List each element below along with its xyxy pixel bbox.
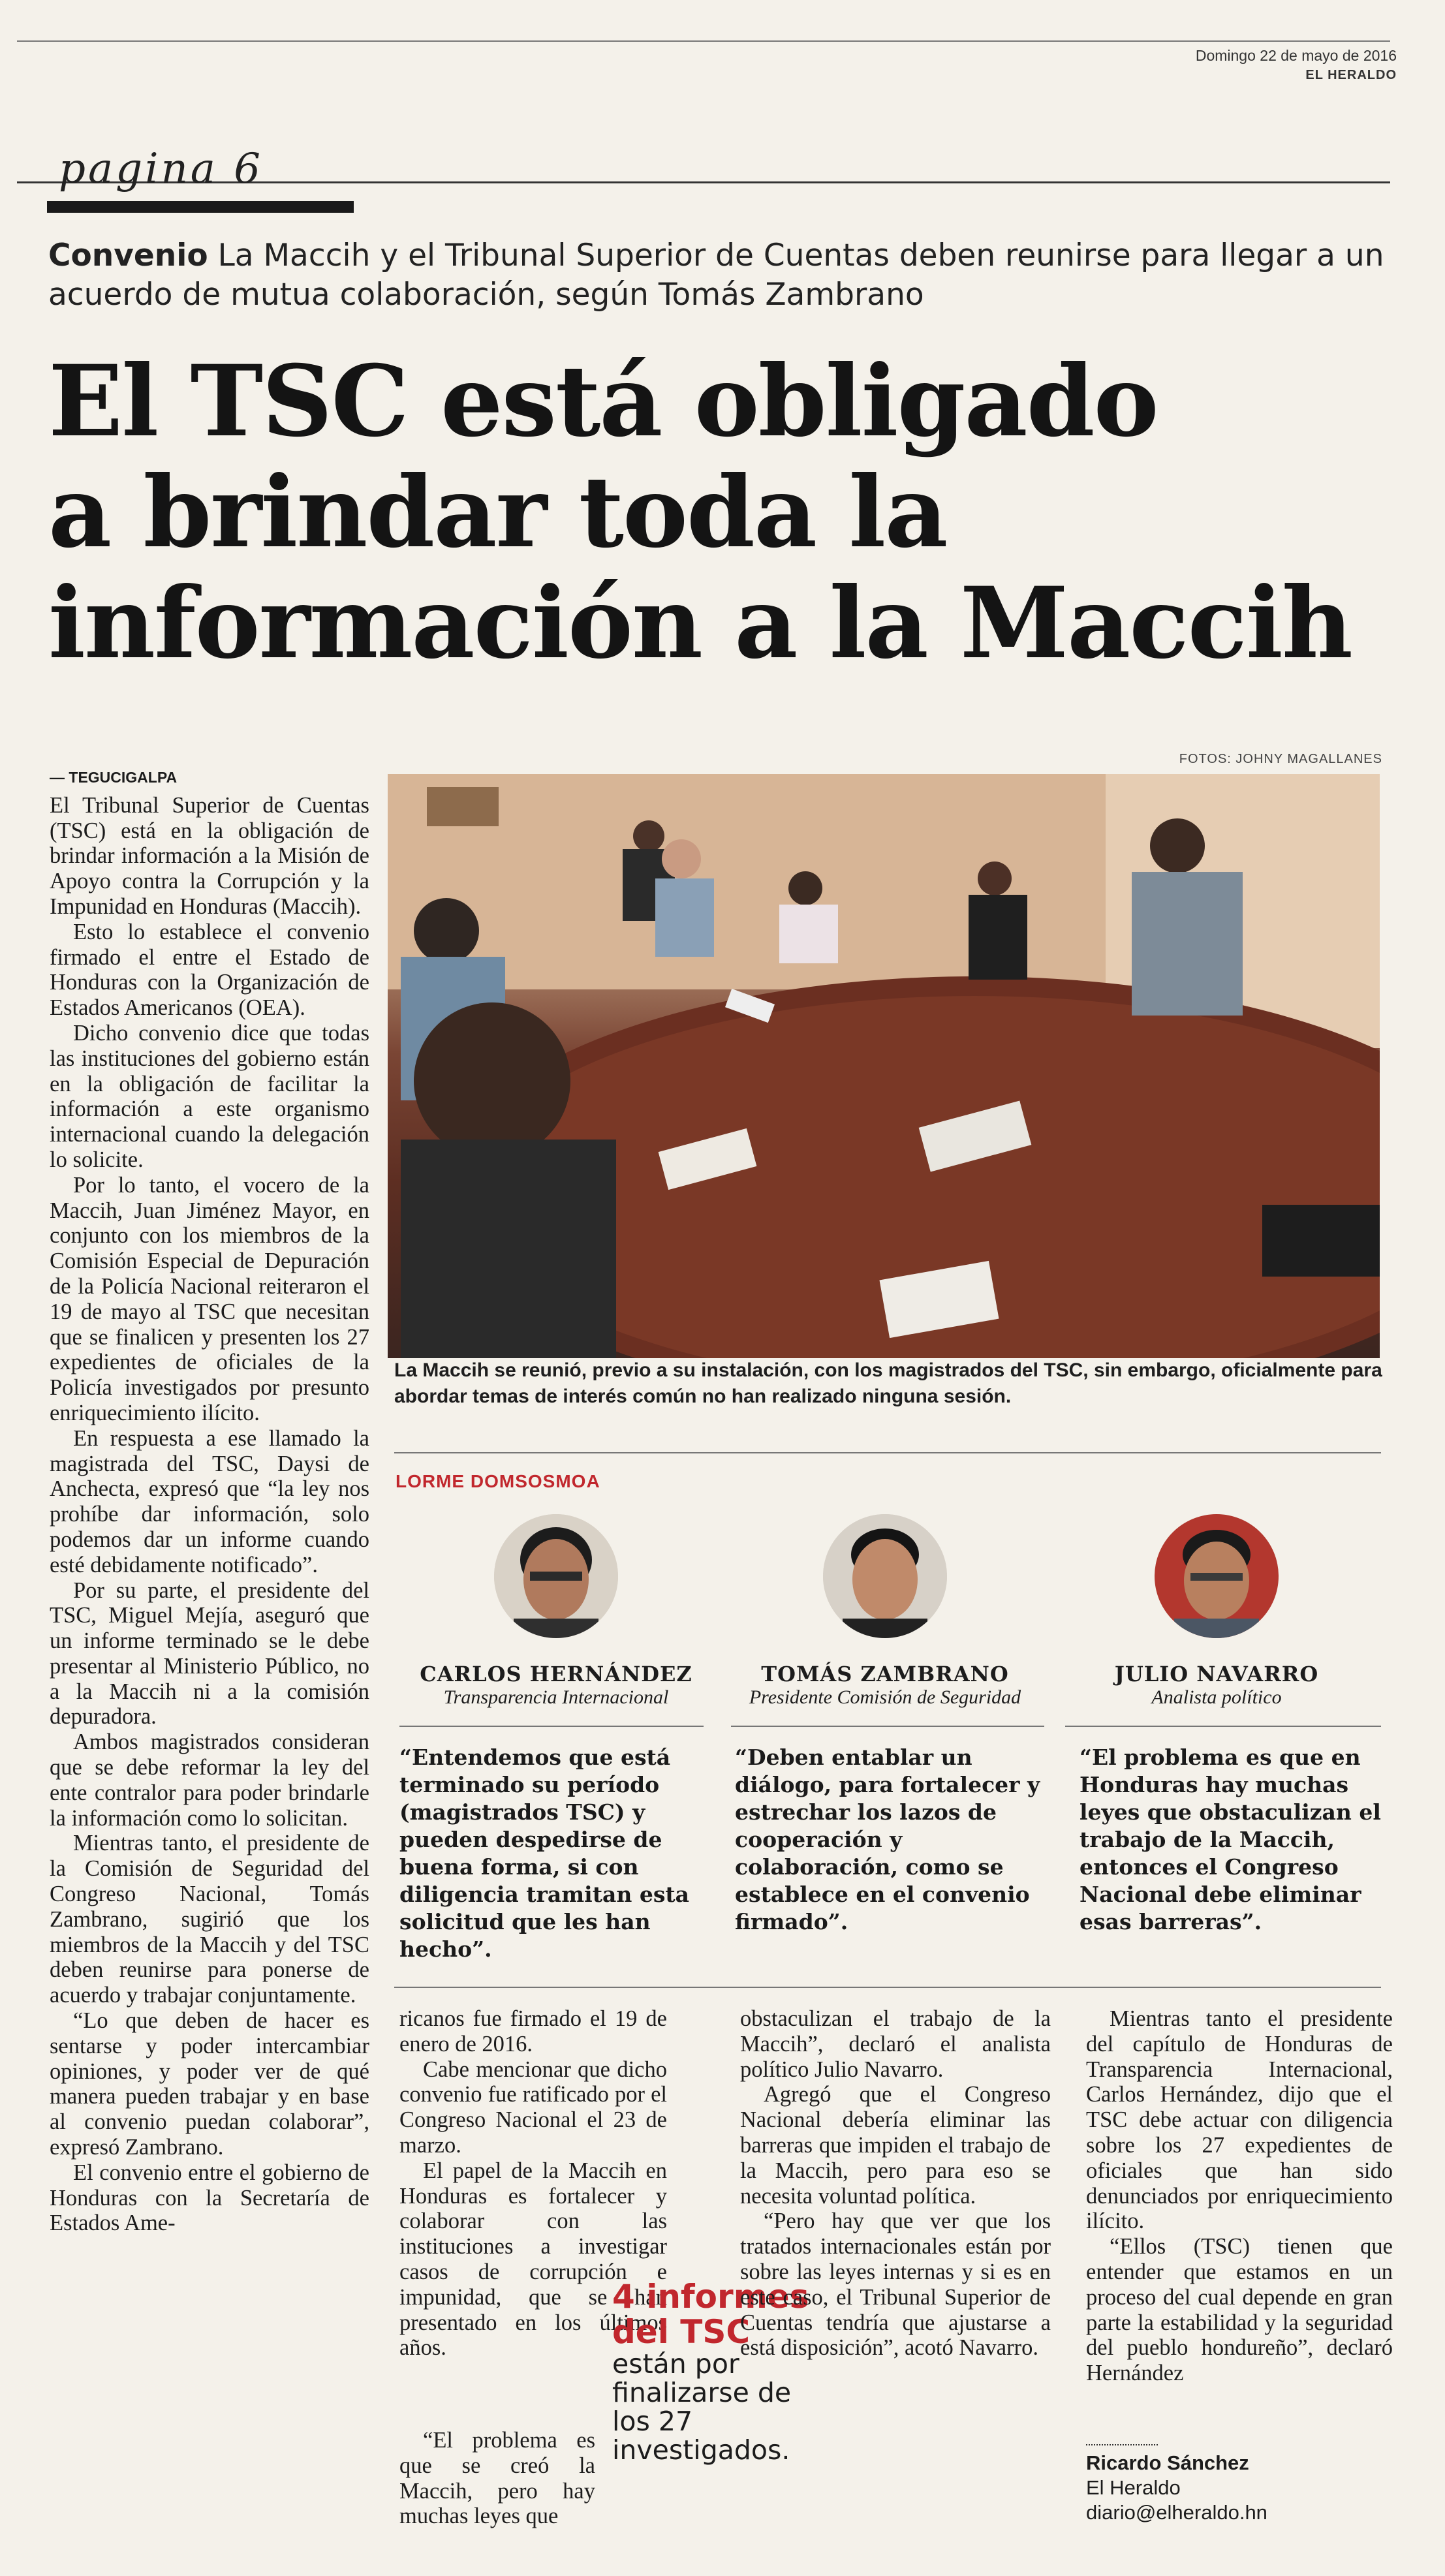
kicker (48, 236, 1393, 315)
headline (48, 346, 1406, 679)
article-column-3 (740, 2006, 1051, 2361)
paragraph: obstaculizan el trabajo de la Maccih”, declaró el analista político Julio Navarro. (740, 2006, 1051, 2082)
quote-rule-3 (1065, 1726, 1381, 1727)
paragraph: Por su parte, el presidente del TSC, Miguel Mejía, aseguró que un informe terminado se le debe presentar al Ministerio Público, no a la Maccih ni a la comisión depuradora. (50, 1577, 369, 1730)
opinion-tomas-zambrano (735, 1514, 1035, 1709)
paragraph: Dicho convenio dice que todas las instituciones del gobierno están en la obligación de facilitar la información a este organismo internacional cuando la delegación lo solicite. (50, 1020, 369, 1172)
paragraph: Por lo tanto, el vocero de la Maccih, Juan Jiménez Mayor, en conjunto con los miembros de la Comisión Especial de Depuración de la Policía Nacional reiteraron el 19 de mayo al TSC que necesitan que se finalicen y presenten los 27 expedientes de oficiales de la Policía investigados por presunto enriquecimiento ilícito. (50, 1172, 369, 1425)
paper-name: EL HERALDO (1305, 68, 1397, 82)
headline-line-3: información a la Maccih (48, 566, 1352, 681)
opinion-name: CARLOS HERNÁNDEZ (420, 1662, 692, 1686)
handwritten-page-note: pagina 6 (59, 145, 263, 193)
paragraph: “Pero hay que ver que los tratados internacionales están por sobre las leyes internas y si es en este caso, el Tribunal Superior de Cuentas tendría que ajustarse a está disposición”, acotó Navarro. (740, 2209, 1051, 2361)
avatar (1155, 1514, 1279, 1638)
article-column-1 (50, 765, 369, 2236)
kicker-label: Convenio (48, 238, 208, 273)
author-email: diario@elheraldo.hn (1086, 2501, 1267, 2524)
meeting-photo (388, 774, 1380, 1358)
paragraph: En respuesta a ese llamado la magistrada del TSC, Daysi de Anchecta, expresó que “la ley nos prohíbe dar información, solo podemos dar un informe cuando esté debidamente notificado”. (50, 1425, 369, 1577)
dateline-text: TEGUCIGALPA (69, 769, 178, 786)
date-text: Domingo 22 de mayo de 2016 (1195, 47, 1397, 64)
opinion-role: Presidente Comisión de Seguridad (749, 1686, 1021, 1708)
paragraph: Agregó que el Congreso Nacional debería eliminar las barreras que impiden el trabajo de la Maccih, pero para eso se necesita voluntad política. (740, 2082, 1051, 2209)
opinion-quote: “Deben entablar un diálogo, para fortalecer y estrechar los lazos de cooperación y colaboración, como se establece en el convenio firmado”. (735, 1745, 1040, 1934)
person-icon (494, 1514, 618, 1638)
dateline: — TEGUCIGALPA (50, 769, 178, 786)
author-outlet: El Heraldo (1086, 2476, 1181, 2499)
paragraph: “Lo que deben de hacer es sentarse y poder intercambiar opiniones, y poder ver de qué manera pueden trabajar y en base al convenio puedan colaborar”, expresó Zambrano. (50, 2008, 369, 2160)
headline-line-1: El TSC está obligado (48, 344, 1158, 459)
paragraph: ricanos fue firmado el 19 de enero de 2016. (399, 2006, 667, 2056)
opinions-top-rule (394, 1452, 1381, 1453)
opinion-name: JULIO NAVARRO (1114, 1662, 1319, 1686)
paragraph: “Ellos (TSC) tienen que entender que estamos en un proceso del cual depende en gran parte la estabilidad y la seguridad del pueblo hondureño”, declaró Hernández (1086, 2234, 1393, 2386)
author-name: Ricardo Sánchez (1086, 2451, 1249, 2474)
top-rule (17, 40, 1390, 42)
author-signature (1086, 2444, 1267, 2525)
paragraph: El convenio entre el gobierno de Honduras con la Secretaría de Estados Ame- (50, 2160, 369, 2236)
paragraph: Mientras tanto el presidente del capítulo de Honduras de Transparencia Internacional, Carlos Hernández, dijo que el TSC debe actuar con diligencia sobre los 27 expedientes de oficiales que han sido denunciados por enriquecimiento ilícito. (1086, 2006, 1393, 2234)
opinion-name: TOMÁS ZAMBRANO (761, 1662, 1009, 1686)
paragraph: Cabe mencionar que dicho convenio fue ratificado por el Congreso Nacional el 23 de marzo. (399, 2056, 667, 2158)
paragraph: “El problema es que se creó la Maccih, pero hay muchas leyes que (399, 2428, 595, 2529)
person-icon (823, 1514, 947, 1638)
meeting-photo-illustration (388, 774, 1380, 1358)
kicker-text: La Maccih y el Tribunal Superior de Cuentas deben reunirse para llegar a un acuerdo de mutua colaboración, según Tomás Zambrano (48, 238, 1384, 313)
opinion-carlos-hernandez (406, 1514, 706, 1709)
paragraph: El Tribunal Superior de Cuentas (TSC) está en la obligación de brindar información a la Misión de Apoyo contra la Corrupción y la Impunidad en Honduras (Maccih). (50, 792, 369, 919)
paragraph: El papel de la Maccih en Honduras es fortalecer y colaborar con las instituciones a investigar casos de corrupción e impunidad, que se han presentado en los últimos años. (399, 2158, 667, 2361)
opinion-role: Analista político (1151, 1686, 1282, 1708)
person-icon (1155, 1514, 1279, 1638)
paragraph: Mientras tanto, el presidente de la Comisión de Seguridad del Congreso Nacional, Tomás Zambrano, sugirió que los miembros de la Maccih y del TSC deben reunirse para ponerse de acuerdo y trabajar conjuntamente. (50, 1831, 369, 2008)
signature-rule (1086, 2444, 1158, 2445)
article-column-2-end (399, 2428, 595, 2529)
opinions-bottom-rule (394, 1987, 1381, 1988)
paragraph: Ambos magistrados consideran que se debe reformar la ley del ente contralor para poder brindarle la información como lo solicitan. (50, 1730, 369, 1831)
issue-date (1196, 46, 1397, 85)
headline-line-2: a brindar toda la (48, 455, 947, 570)
opinion-julio-navarro (1066, 1514, 1367, 1709)
quote-rule-2 (731, 1726, 1044, 1727)
photo-credit: FOTOS: JOHNY MAGALLANES (1179, 752, 1382, 766)
photo-caption: La Maccih se reunió, previo a su instalación, con los magistrados del TSC, sin embargo, oficialmente para abordar temas de interés común no han realizado ninguna sesión. (394, 1359, 1382, 1407)
avatar (494, 1514, 618, 1638)
stat-headline: 4 informes del TSC (612, 2278, 809, 2351)
opinion-quote: “El problema es que en Honduras hay muchas leyes que obstaculizan el trabajo de la Maccih, entonces el Congreso Nacional debe eliminar esas barreras”. (1080, 1745, 1381, 1934)
opinion-role: Transparencia Internacional (443, 1686, 669, 1708)
paragraph: Esto lo establece el convenio firmado el entre el Estado de Honduras con la Organización de Estados Americanos (OEA). (50, 919, 369, 1021)
stat-detail: están por finalizarse de los 27 investigados. (612, 2348, 792, 2466)
opinions-section-label: LORME DOMSOSMOA (396, 1471, 600, 1491)
quote-rule-1 (399, 1726, 704, 1727)
article-column-4 (1086, 2006, 1393, 2386)
handwritten-underline (47, 201, 354, 213)
opinion-quote: “Entendemos que está terminado su período (magistrados TSC) y pueden despedirse de buena forma, si con diligencia tramitan esta solicitud que les han hecho”. (399, 1745, 690, 1962)
avatar (823, 1514, 947, 1638)
